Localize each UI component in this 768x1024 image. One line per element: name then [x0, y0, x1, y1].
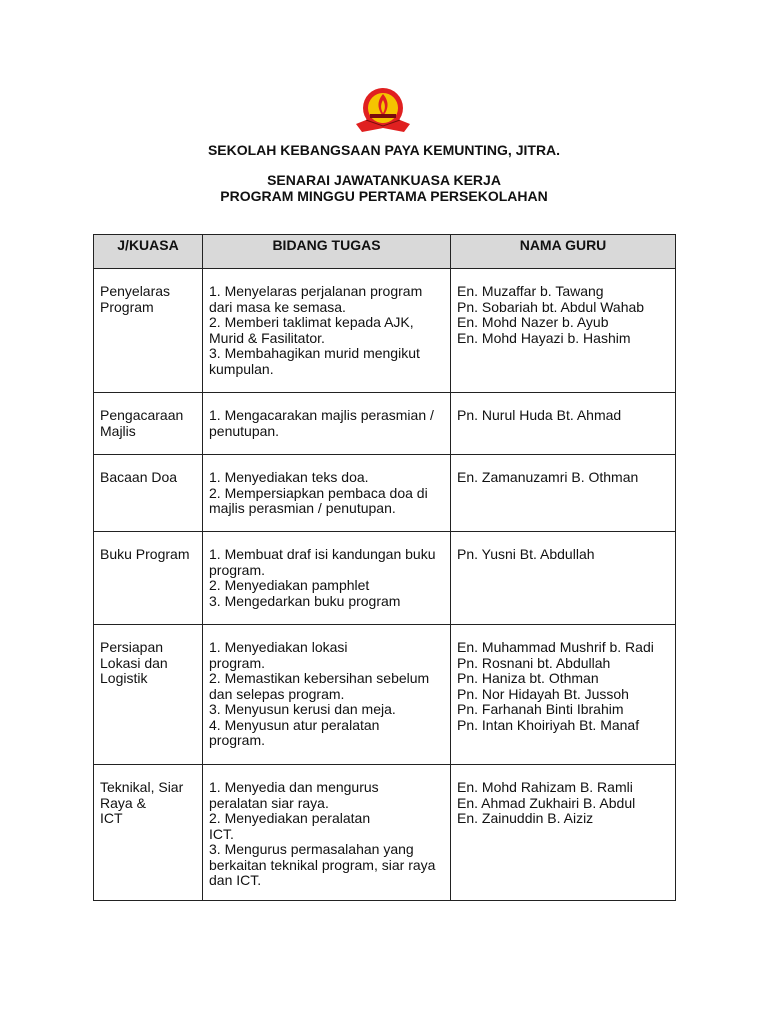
teachers-cell — [451, 625, 676, 765]
duty-line: kumpulan. — [209, 360, 274, 377]
teacher-name: En. Zainuddin B. Aiziz — [457, 810, 594, 826]
teacher-name: Pn. Sobariah bt. Abdul Wahab — [457, 298, 645, 315]
teacher-name: Pn. Rosnani bt. Abdullah — [457, 654, 611, 671]
table-row — [94, 532, 676, 625]
teachers-cell — [451, 765, 676, 901]
duty-line: program. — [209, 654, 266, 671]
committee-cell — [94, 269, 203, 393]
duty-line: 3. Mengurus permasalahan yang — [209, 841, 414, 857]
column-header-teachers: NAMA GURU — [451, 235, 676, 269]
teacher-name: En. Muzaffar b. Tawang — [457, 283, 604, 299]
teacher-name: En. Ahmad Zukhairi B. Abdul — [457, 794, 636, 811]
teacher-name: En. Zamanuzamri B. Othman — [457, 469, 639, 485]
teachers-cell — [451, 269, 676, 393]
committee-line: Raya & — [100, 794, 146, 811]
document-title-line2: PROGRAM MINGGU PERTAMA PERSEKOLAHAN — [220, 188, 548, 204]
teacher-name: Pn. Yusni Bt. Abdullah — [457, 546, 595, 562]
duty-line: penutupan. — [209, 422, 280, 439]
committee-table — [93, 234, 676, 901]
table-row — [94, 765, 676, 901]
duty-line: dan ICT. — [209, 872, 262, 888]
table-row — [94, 393, 676, 455]
committee-cell — [94, 625, 203, 765]
duty-line: 1. Menyediakan teks doa. — [209, 469, 369, 485]
duty-line: 3. Menyusun kerusi dan meja. — [209, 701, 396, 717]
teacher-name: Pn. Farhanah Binti Ibrahim — [457, 701, 624, 717]
duty-line: ICT. — [209, 825, 234, 842]
committee-line: ICT — [100, 810, 123, 826]
committee-cell — [94, 455, 203, 532]
duty-line: berkaitan teknikal program, siar raya — [209, 856, 436, 873]
duty-line: program. — [209, 732, 266, 748]
duty-line: peralatan siar raya. — [209, 794, 329, 811]
school-crest-logo — [352, 86, 414, 140]
duties-cell — [203, 269, 451, 393]
duties-cell — [203, 393, 451, 455]
duties-cell — [203, 455, 451, 532]
duty-line: 2. Memberi taklimat kepada AJK, — [209, 314, 414, 330]
duty-line: 4. Menyusun atur peralatan — [209, 716, 380, 733]
duty-line: 1. Membuat draf isi kandungan buku — [209, 546, 436, 562]
duty-line: dan selepas program. — [209, 685, 345, 702]
duty-line: 1. Menyedia dan mengurus — [209, 779, 379, 795]
committee-line: Lokasi dan — [100, 654, 168, 671]
duty-line: 1. Mengacarakan majlis perasmian / — [209, 407, 434, 423]
duty-line: 1. Menyediakan lokasi — [209, 639, 348, 655]
committee-line: Teknikal, Siar — [100, 779, 184, 795]
teacher-name: Pn. Haniza bt. Othman — [457, 670, 599, 686]
duty-line: Murid & Fasilitator. — [209, 329, 325, 346]
teacher-name: En. Mohd Hayazi b. Hashim — [457, 329, 631, 346]
duty-line: 1. Menyelaras perjalanan program — [209, 283, 423, 299]
teachers-cell — [451, 455, 676, 532]
committee-line: Persiapan — [100, 639, 164, 655]
table-row — [94, 269, 676, 393]
committee-line: Logistik — [100, 670, 148, 686]
duties-cell — [203, 765, 451, 901]
teacher-name: Pn. Nurul Huda Bt. Ahmad — [457, 407, 622, 423]
committee-line: Majlis — [100, 422, 136, 439]
teacher-name: Pn. Intan Khoiriyah Bt. Manaf — [457, 716, 640, 733]
committee-line: Buku Program — [100, 546, 190, 562]
committee-line: Program — [100, 298, 154, 315]
duty-line: program. — [209, 561, 266, 578]
duty-line: 3. Mengedarkan buku program — [209, 592, 401, 609]
duty-line: 2. Menyediakan pamphlet — [209, 577, 370, 593]
table-row — [94, 625, 676, 765]
teacher-name: En. Mohd Rahizam B. Ramli — [457, 779, 633, 795]
duties-cell — [203, 625, 451, 765]
committee-line: Penyelaras — [100, 283, 171, 299]
committee-cell — [94, 532, 203, 625]
duty-line: 3. Membahagikan murid mengikut — [209, 345, 420, 361]
duty-line: 2. Memastikan kebersihan sebelum — [209, 670, 430, 686]
duty-line: dari masa ke semasa. — [209, 298, 346, 315]
duty-line: 2. Mempersiapkan pembaca doa di — [209, 484, 428, 501]
duty-line: 2. Menyediakan peralatan — [209, 810, 371, 826]
duties-cell — [203, 532, 451, 625]
table-header-row — [94, 235, 676, 269]
table-row — [94, 455, 676, 532]
teacher-name: En. Muhammad Mushrif b. Radi — [457, 639, 654, 655]
committee-line: Pengacaraan — [100, 407, 184, 423]
school-name: SEKOLAH KEBANGSAAN PAYA KEMUNTING, JITRA. — [207, 142, 561, 158]
committee-line: Bacaan Doa — [100, 469, 178, 485]
teacher-name: En. Mohd Nazer b. Ayub — [457, 314, 609, 330]
duty-line: majlis perasmian / penutupan. — [209, 500, 396, 516]
teachers-cell — [451, 393, 676, 455]
column-header-committee: J/KUASA — [94, 235, 203, 269]
column-header-duties: BIDANG TUGAS — [203, 235, 451, 269]
teacher-name: Pn. Nor Hidayah Bt. Jussoh — [457, 685, 629, 702]
teachers-cell — [451, 532, 676, 625]
document-title-line1: SENARAI JAWATANKUASA KERJA — [267, 172, 501, 188]
committee-cell — [94, 765, 203, 901]
committee-cell — [94, 393, 203, 455]
